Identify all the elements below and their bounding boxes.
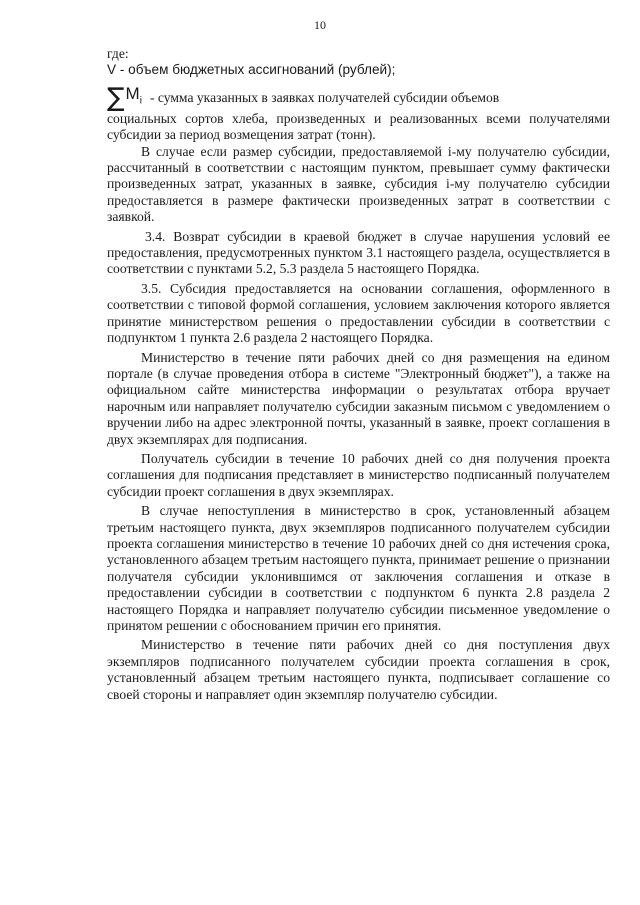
document-body — [107, 46, 610, 703]
v-definition: V - объем бюджетных ассигнований (рублей); — [107, 62, 396, 78]
paragraph-subsidy-size: В случае если размер субсидии, предоставляемой i-му получателю субсидии, рассчитанный в соответствии с настоящим пунктом, превышает сумму фактически произведенных затрат, указанных в заявке, субсидия i-му получателю субсидии предоставляется в размере фактически произведенных затрат в соответствии с заявкой. — [107, 143, 610, 225]
paragraph-recipient-returns: Получатель субсидии в течение 10 рабочих дней со дня получения проекта соглашения для подписания представляет в министерство подписанный получателем субсидии проект соглашения в двух экземплярах. — [107, 450, 610, 499]
sum-variable: $M_i$ — [125, 83, 142, 107]
paragraph-ministry-sends: Министерство в течение пяти рабочих дней со дня размещения на едином портале (в случае проведения отбора в системе "Электронный бюджет"), а также на официальном сайте министерства информации о результатах отбора вручает нарочным или направляет получателю субсидии заказным письмом с уведомлением о вручении либо на адрес электронной почты, указанный в заявке, проект соглашения в двух экземплярах для подписания. — [107, 349, 610, 447]
page-number: 10 — [314, 18, 326, 32]
paragraph-non-receipt: В случае непоступления в министерство в срок, установленный абзацем третьим настоящего пункта, двух экземпляров подписанного получателем субсидии проекта соглашения министерство в течение 10 рабочих дней со дня истечения срока, установленного абзацем третьим настоящего пункта, принимает решение о признании получателя субсидии уклонившимся от заключения соглашения и отказе в предоставлении субсидии в соответствии с подпунктом 6 пункта 2.8 раздела 2 настоящего Порядка и направляет получателю субсидии письменное уведомление о принятом решении с обоснованием причин его принятия. — [107, 503, 610, 633]
paragraph-3-4: 3.4. Возврат субсидии в краевой бюджет в случае нарушения условий ее предоставления, предусмотренных пунктом 3.1 настоящего раздела, осуществляется в соответствии с пунктами 5.2, 5.3 раздела 5 настоящего Порядка. — [107, 228, 610, 277]
sigma-symbol: ∑ — [107, 82, 125, 113]
sum-definition-first: - сумма указанных в заявках получателей субсидии объемов — [149, 89, 500, 105]
paragraph-3-5: 3.5. Субсидия предоставляется на основании соглашения, оформленного в соответствии с типовой формой соглашения, условием заключения которого является принятие министерством решения о предоставлении субсидии в соответствии с подпунктом 1 пункта 2.6 раздела 2 настоящего Порядка. — [107, 280, 610, 346]
sum-formula-line — [107, 82, 610, 113]
where-label: где: — [107, 46, 129, 61]
sum-definition-rest: социальных сортов хлеба, произведенных и реализованных всеми получателями субсидии за период возмещения затрат (тонн). — [107, 110, 610, 143]
paragraph-ministry-signs: Министерство в течение пяти рабочих дней со дня поступления двух экземпляров подписанного получателем субсидии проекта соглашения в срок, установленный абзацем третьим настоящего пункта, подписывает соглашение со своей стороны и направляет один экземпляр получателю субсидии. — [107, 637, 610, 702]
